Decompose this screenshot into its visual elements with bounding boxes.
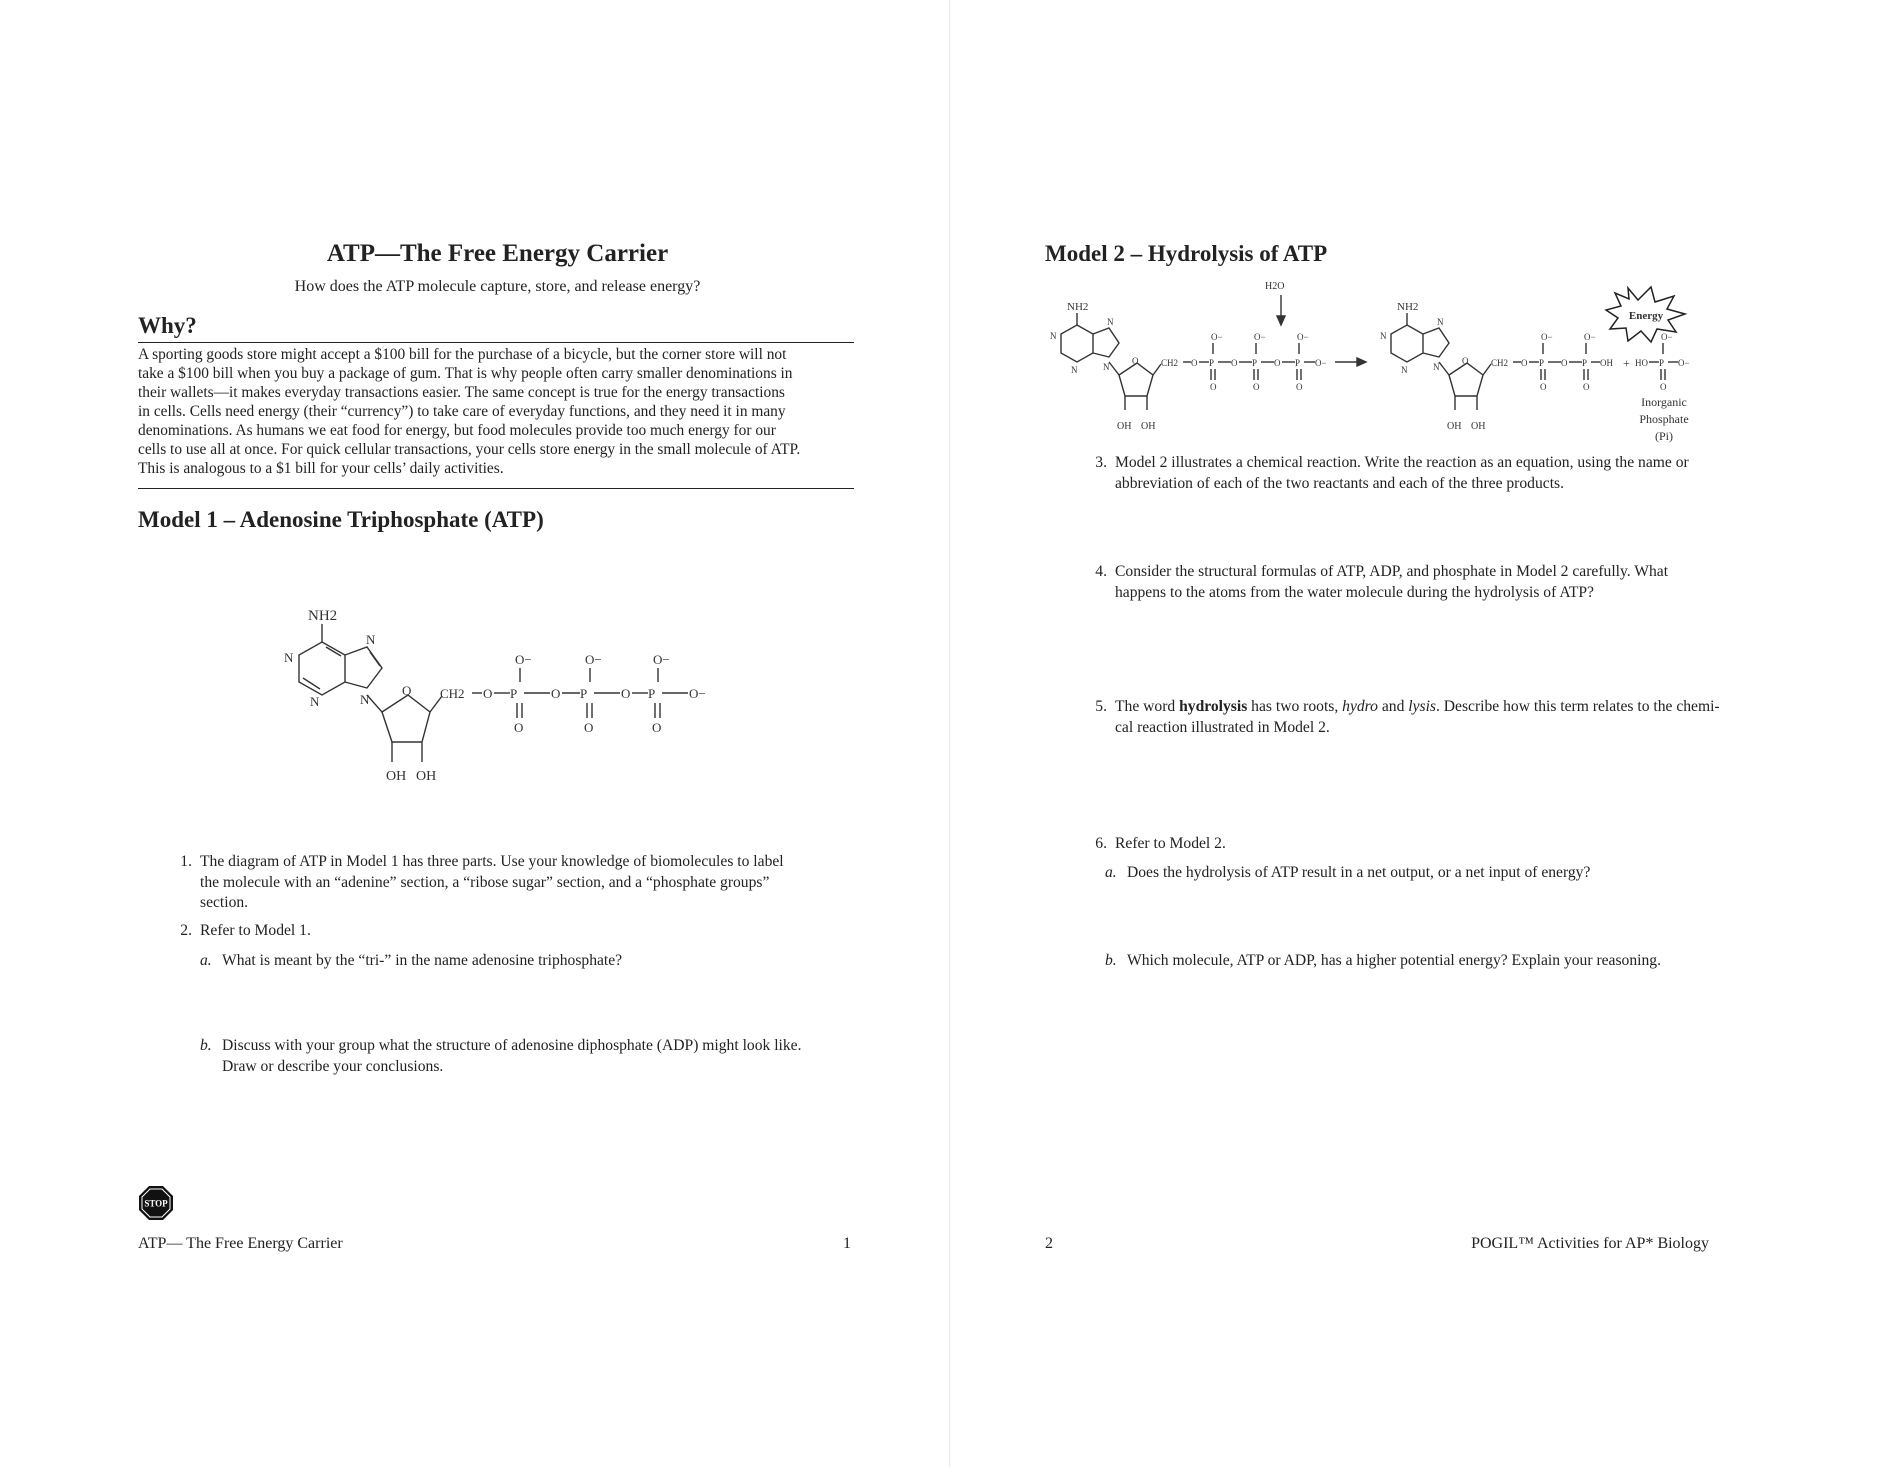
n-label: N: [1050, 331, 1057, 341]
question-2b: [200, 1036, 860, 1080]
question-text: [1115, 453, 1689, 494]
sub-question-letter: a.: [200, 952, 212, 969]
question-6: [1085, 834, 1745, 856]
question-number: 3.: [1095, 454, 1107, 471]
question-line: section.: [200, 894, 249, 911]
ring-o-label: O: [1132, 356, 1139, 366]
sub-question-letter: b.: [1105, 952, 1117, 969]
bond: [1153, 364, 1161, 375]
phosphate-label: Phosphate: [1639, 412, 1689, 426]
p-label: P: [648, 686, 656, 701]
why-bottom-rule: [138, 488, 854, 489]
nh2-label: NH2: [308, 608, 338, 624]
question-line: Consider the structural formulas of ATP, ADP, and phosphate in Model 2 carefully. What: [1115, 563, 1669, 580]
water-arrow-head: [1277, 316, 1285, 325]
o-minus-label: O−: [515, 652, 532, 667]
question-number: 5.: [1095, 698, 1107, 715]
o-label: O: [1296, 382, 1303, 392]
question-6b: [1105, 951, 1785, 973]
n-label: N: [284, 650, 294, 665]
imidazole-ring: [1423, 328, 1449, 357]
p-label: P: [1582, 358, 1588, 368]
n-label: N: [1401, 365, 1408, 375]
right-page: [950, 0, 1899, 1467]
oh-label: OH: [416, 769, 437, 784]
oh-label: OH: [1447, 421, 1462, 432]
root-lysis: lysis: [1408, 698, 1436, 715]
n-label: N: [360, 692, 370, 707]
question-2: [170, 921, 860, 943]
sub-question-text: Which molecule, ATP or ADP, has a higher potential energy? Explain your reasoning.: [1127, 952, 1661, 969]
o-label: O: [1660, 382, 1667, 392]
question-5: [1085, 697, 1765, 741]
ring-o-label: O: [1462, 356, 1469, 366]
question-2a: [200, 951, 860, 973]
o-label: O: [551, 686, 561, 701]
term-hydrolysis: hydrolysis: [1179, 698, 1248, 715]
pyrimidine-ring: [1061, 325, 1093, 362]
q5-text-mid: has two roots,: [1247, 698, 1343, 715]
inorganic-label: Inorganic: [1641, 395, 1687, 409]
question-line: abbreviation of each of the two reactants and each of the three products.: [1115, 474, 1564, 492]
double-bond: [370, 652, 380, 666]
o-minus-label: O−: [1315, 358, 1327, 368]
o-minus-label: O−: [1211, 332, 1223, 342]
o-minus-label: O−: [689, 686, 706, 701]
why-line: cells to use all at once. For quick cellular transactions, your cells store energy in the small molecule of ATP.: [138, 441, 801, 458]
ring-o-label: O: [402, 683, 412, 698]
hydrolysis-diagram: [1045, 278, 1710, 448]
ribose-ring: [1119, 363, 1153, 396]
o-label: O: [652, 720, 662, 735]
question-text: [1115, 562, 1668, 603]
oh-label: OH: [1471, 421, 1486, 432]
o-label: O: [1583, 382, 1590, 392]
question-text: Refer to Model 2.: [1115, 835, 1226, 852]
o-minus-label: O−: [1678, 358, 1690, 368]
o-minus-label: O−: [653, 652, 670, 667]
o-label: O: [1210, 382, 1217, 392]
question-6a: [1105, 863, 1765, 885]
o-label: O: [584, 720, 594, 735]
question-1: [170, 852, 860, 916]
ch2-label: CH2: [1161, 358, 1179, 368]
water-label: H2O: [1265, 281, 1285, 292]
q5-text-post: . Describe how this term relates to the chemi-: [1436, 698, 1720, 715]
sub-question-text: Does the hydrolysis of ATP result in a net output, or a net input of energy?: [1127, 864, 1591, 881]
document-title: ATP—The Free Energy Carrier: [326, 240, 669, 267]
ch2-label: CH2: [1491, 358, 1509, 368]
oh-end-label: OH: [1600, 358, 1613, 368]
nh2-label: NH2: [1397, 301, 1419, 313]
n-label: N: [1380, 331, 1387, 341]
n-label: N: [1071, 365, 1078, 375]
n-label: N: [366, 632, 376, 647]
o-label: O: [483, 686, 493, 701]
why-line: their wallets—it makes everyday transactions easier. The same concept is true for the energy transactions: [138, 384, 785, 401]
stop-sign-icon: [138, 1185, 174, 1221]
question-3: [1085, 453, 1745, 497]
question-line: cal reaction illustrated in Model 2.: [1115, 718, 1330, 736]
why-line: take a $100 bill when you buy a package of gum. That is why people often carry smaller denominations in: [138, 365, 793, 382]
o-minus-label: O−: [1584, 332, 1596, 342]
question-line: [1115, 697, 1720, 718]
energy-label: Energy: [1628, 310, 1664, 322]
o-label: O: [1231, 358, 1238, 368]
sub-question-text: [222, 1036, 801, 1077]
o-label: O: [514, 720, 524, 735]
question-number: 4.: [1095, 563, 1107, 580]
pyrimidine-ring: [1391, 325, 1423, 362]
why-paragraph: [138, 345, 854, 478]
p-label: P: [1209, 358, 1215, 368]
o-minus-label: O−: [1254, 332, 1266, 342]
o-label: O: [1253, 382, 1260, 392]
pi-label: (Pi): [1655, 429, 1673, 443]
oh-label: OH: [386, 769, 407, 784]
page-number: 2: [1045, 1235, 1053, 1252]
o-label: O: [621, 686, 631, 701]
p-label: P: [580, 686, 588, 701]
question-line: The diagram of ATP in Model 1 has three parts. Use your knowledge of biomolecules to label: [200, 853, 784, 870]
why-heading: Why?: [138, 313, 197, 338]
why-line: denominations. As humans we eat food for energy, but food molecules provide too much energy for our: [138, 422, 776, 439]
p-label: P: [1659, 358, 1665, 368]
question-number: 2.: [180, 922, 192, 939]
p-label: P: [1295, 358, 1301, 368]
oh-label: OH: [1117, 421, 1132, 432]
sub-question-text: What is meant by the “tri-” in the name adenosine triphosphate?: [222, 952, 623, 969]
nh2-label: NH2: [1067, 301, 1089, 313]
o-label: O: [1274, 358, 1281, 368]
ch2-label: CH2: [440, 686, 465, 701]
question-line: Draw or describe your conclusions.: [222, 1057, 444, 1075]
o-minus-label: O−: [1297, 332, 1309, 342]
ho-label: HO: [1635, 358, 1648, 368]
q5-text-and: and: [1377, 698, 1409, 715]
n-label: N: [1433, 362, 1440, 372]
double-bond: [303, 678, 320, 689]
n-label: N: [310, 694, 320, 709]
o-label: O: [1540, 382, 1547, 392]
n-label: N: [1107, 317, 1114, 327]
o-label: O: [1521, 358, 1528, 368]
n-label: N: [1437, 317, 1444, 327]
footer-title: ATP— The Free Energy Carrier: [138, 1235, 343, 1252]
p-label: P: [1252, 358, 1258, 368]
root-hydro: hydro: [1342, 698, 1378, 715]
imidazole-ring: [345, 647, 382, 688]
oh-label: OH: [1141, 421, 1156, 432]
p-label: P: [510, 686, 518, 701]
o-minus-label: O−: [1661, 332, 1673, 342]
plus-sign: +: [1623, 356, 1630, 370]
ribose-ring: [1449, 363, 1483, 396]
question-line: Discuss with your group what the structure of adenosine diphosphate (ADP) might look like.: [222, 1037, 802, 1054]
bond: [1109, 362, 1119, 375]
sub-question-letter: b.: [200, 1037, 212, 1054]
question-text: Refer to Model 1.: [200, 922, 311, 939]
p-label: P: [1539, 358, 1545, 368]
o-minus-label: O−: [585, 652, 602, 667]
o-label: O: [1561, 358, 1568, 368]
question-line: happens to the atoms from the water molecule during the hydrolysis of ATP?: [1115, 583, 1594, 601]
o-minus-label: O−: [1541, 332, 1553, 342]
question-text: [200, 852, 784, 914]
o-label: O: [1191, 358, 1198, 368]
question-line: the molecule with an “adenine” section, a “ribose sugar” section, and a “phosphate groups”: [200, 873, 770, 891]
ribose-ring: [382, 695, 430, 742]
model1-heading: Model 1 – Adenosine Triphosphate (ATP): [138, 507, 544, 532]
question-number: 6.: [1095, 835, 1107, 852]
why-line: This is analogous to a $1 bill for your cells’ daily activities.: [138, 460, 504, 477]
question-text: [1115, 697, 1720, 738]
page-number: 1: [843, 1235, 851, 1252]
q5-text-pre: The word: [1115, 698, 1180, 715]
pyrimidine-ring: [299, 642, 345, 695]
document-subtitle: How does the ATP molecule capture, store, and release energy?: [294, 278, 701, 295]
bond: [1483, 364, 1491, 375]
imidazole-ring: [1093, 328, 1119, 357]
bond: [1439, 362, 1449, 375]
stop-label: STOP: [144, 1198, 168, 1209]
why-line: in cells. Cells need energy (their “currency”) to take care of everyday functions, and they need it in many: [138, 403, 786, 420]
why-line: A sporting goods store might accept a $100 bill for the purchase of a bicycle, but the corner store will not: [138, 346, 787, 363]
sub-question-letter: a.: [1105, 864, 1117, 881]
model2-heading: Model 2 – Hydrolysis of ATP: [1045, 241, 1328, 266]
question-number: 1.: [180, 853, 192, 870]
question-4: [1085, 562, 1745, 606]
atp-structure-diagram: [270, 600, 730, 800]
n-label: N: [1103, 362, 1110, 372]
reaction-arrow-head: [1357, 358, 1366, 366]
why-top-rule: [138, 342, 854, 343]
footer-title: POGIL™ Activities for AP* Biology: [1471, 1235, 1709, 1252]
question-line: Model 2 illustrates a chemical reaction. Write the reaction as an equation, using the name or: [1115, 454, 1689, 471]
